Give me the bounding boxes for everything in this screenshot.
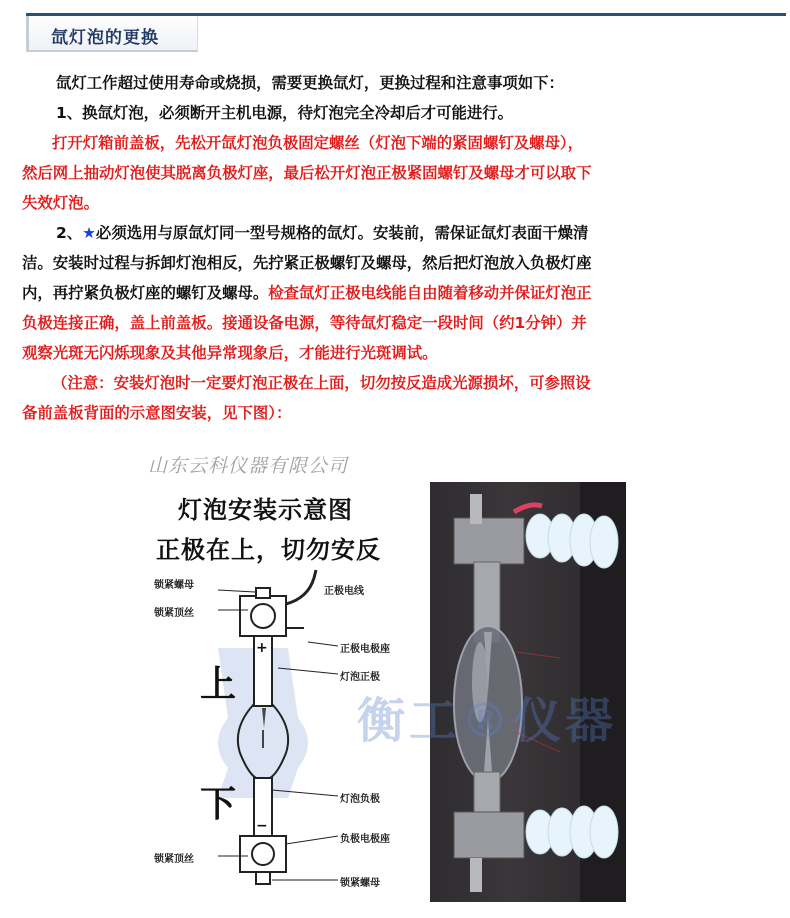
svg-text:−: − xyxy=(256,818,268,834)
section-title: 氙灯泡的更换 xyxy=(51,28,159,48)
label-lock-screw-top: 锁紧顶丝 xyxy=(154,608,194,619)
step2-line2: 洁。安装时过程与拆卸灯泡相反，先拧紧正极螺钉及螺母，然后把灯泡放入负极灯座 xyxy=(22,254,592,272)
down-label: 下 xyxy=(200,784,237,825)
step1-detail-line2: 然后网上抽动灯泡使其脱离负极灯座，最后松开灯泡正极紧固螺钉及螺母才可以取下 xyxy=(22,164,592,182)
step1-paragraph: 1、换氙灯泡，必须断开主机电源，待灯泡完全冷却后才可能进行。 xyxy=(56,104,514,122)
label-positive-wire: 正极电线 xyxy=(324,586,364,597)
up-label: 上 xyxy=(200,664,237,705)
section-title-tab xyxy=(26,16,198,52)
step2-line3-black: 内，再拧紧负极灯座的螺钉及螺母。 xyxy=(22,284,269,302)
step2-line5: 观察光斑无闪烁现象及其他异常现象后，才能进行光斑调试。 xyxy=(22,344,438,362)
step2-line3 xyxy=(22,278,774,308)
intro-paragraph: 氙灯工作超过使用寿命或烧损，需要更换氙灯，更换过程和注意事项如下： xyxy=(56,74,564,92)
step2-line1 xyxy=(22,218,774,248)
step2-line3-red: 检查氙灯正极电线能自由随着移动并保证灯泡正 xyxy=(268,284,592,302)
label-negative-socket: 负极电极座 xyxy=(340,834,390,845)
diagram-title: 灯泡安装示意图 xyxy=(178,496,353,524)
label-bulb-negative: 灯泡负极 xyxy=(340,794,380,805)
step2-text: 必须选用与原氙灯同一型号规格的氙灯。安装前，需保证氙灯表面干燥清 xyxy=(95,224,589,242)
note-line1: （注意：安装灯泡时一定要灯泡正极在上面，切勿按反造成光源损坏，可参照设 xyxy=(52,374,591,392)
label-bulb-positive: 灯泡正极 xyxy=(340,672,380,683)
step1-detail-line1: 打开灯箱前盖板，先松开氙灯泡负极固定螺丝（灯泡下端的紧固螺钉及螺母）， xyxy=(52,134,583,152)
star-icon: ★ xyxy=(82,224,96,242)
article-body xyxy=(22,68,774,428)
brand-watermark: 衡工®仪器 xyxy=(357,693,618,749)
company-watermark: 山东云科仪器有限公司 xyxy=(148,455,349,477)
label-lock-nut-bottom: 锁紧螺母 xyxy=(340,878,380,889)
label-lock-nut-top: 锁紧螺母 xyxy=(154,580,194,591)
label-lock-screw-bottom: 锁紧顶丝 xyxy=(154,854,194,865)
step1-detail-line3: 失效灯泡。 xyxy=(22,194,99,212)
svg-text:+: + xyxy=(256,640,268,656)
step2-prefix: 2、 xyxy=(56,224,83,242)
diagram-subtitle: 正极在上，切勿安反 xyxy=(156,536,381,564)
note-line2: 备前盖板背面的示意图安装，见下图）： xyxy=(22,404,292,422)
label-positive-socket: 正极电极座 xyxy=(340,644,390,655)
step2-line4: 负极连接正确，盖上前盖板。接通设备电源，等待氙灯稳定一段时间（约1分钟）并 xyxy=(22,314,587,332)
